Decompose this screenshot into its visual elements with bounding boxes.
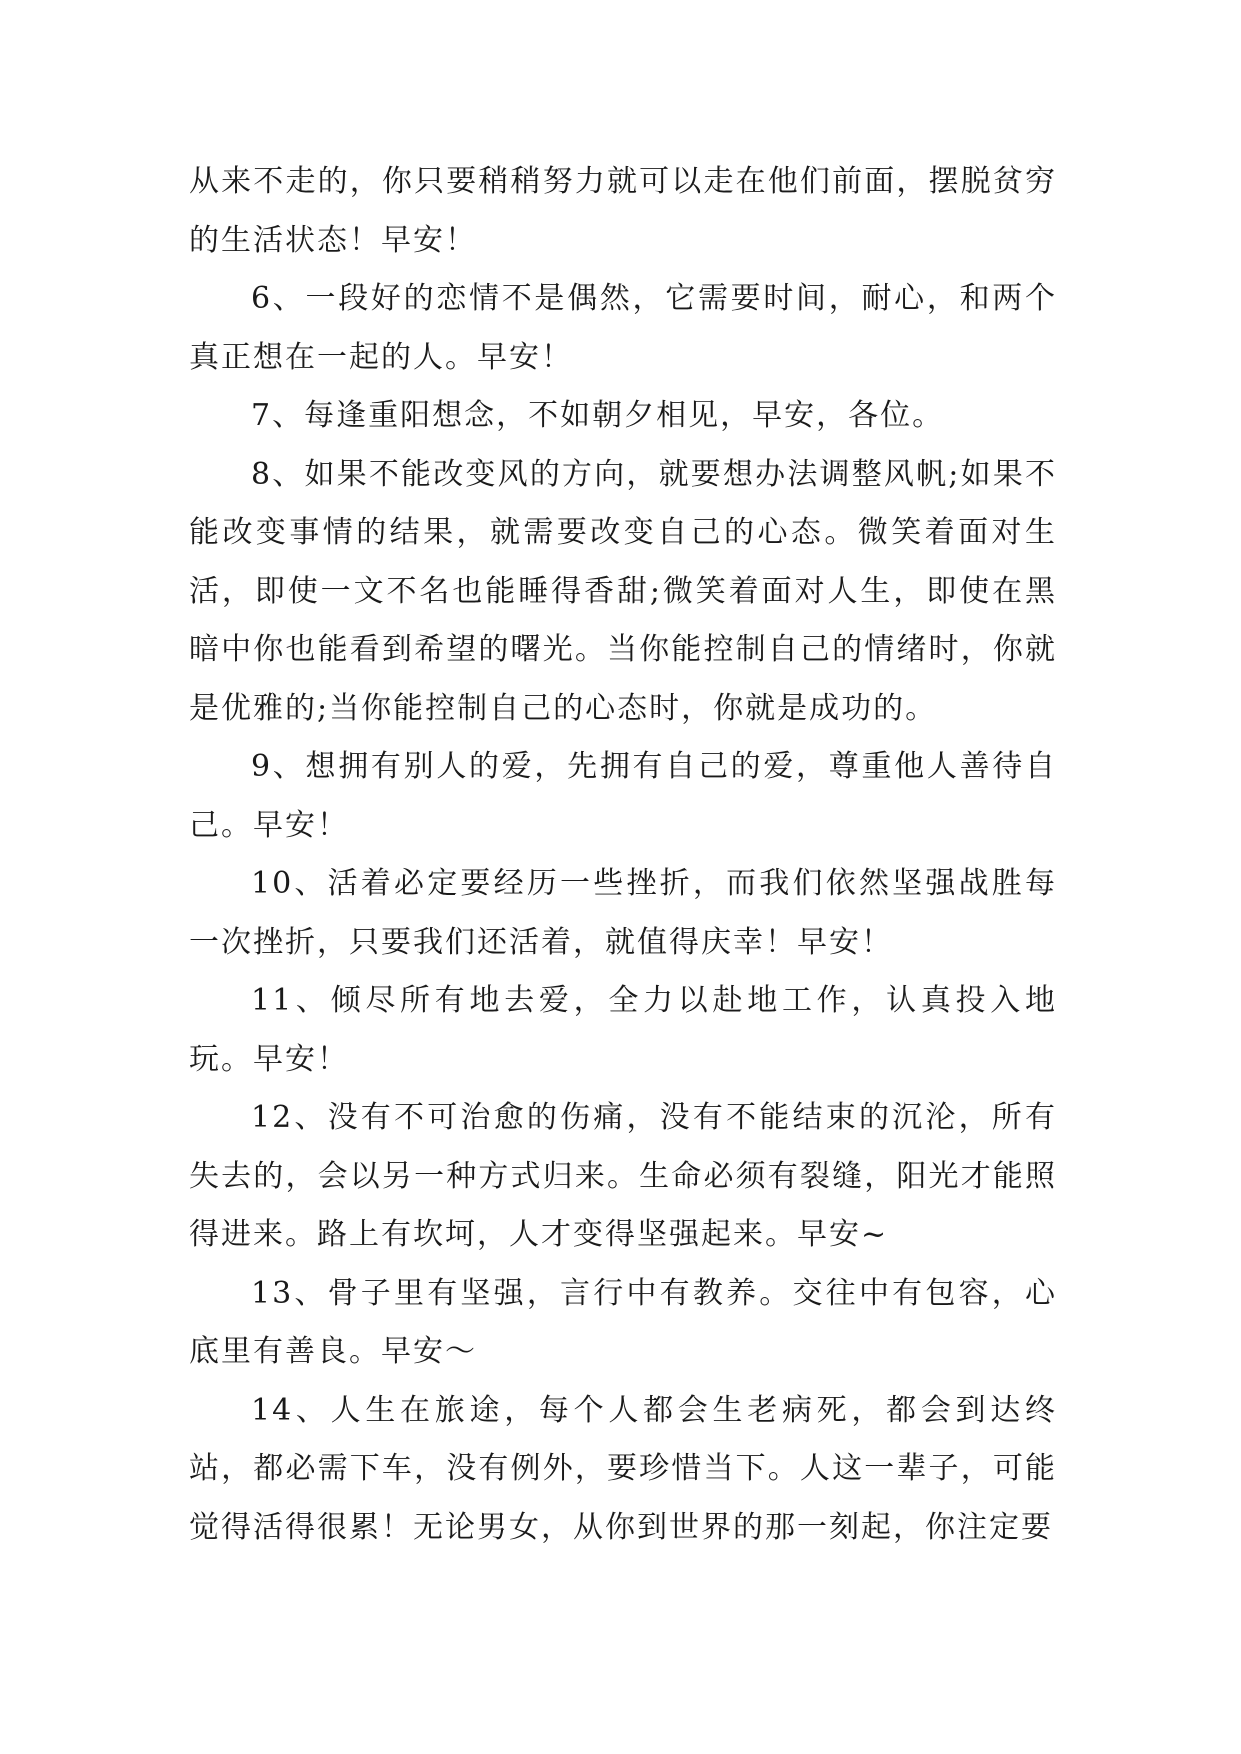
paragraph-item-13: 13、骨子里有坚强，言行中有教养。交往中有包容，心底里有善良。早安～	[189, 1275, 1057, 1369]
paragraph-item-6: 6、一段好的恋情不是偶然，它需要时间，耐心，和两个真正想在一起的人。早安！	[189, 281, 1057, 375]
paragraph-item-8: 8、如果不能改变风的方向，就要想办法调整风帆;如果不能改变事情的结果，就需要改变自己的心态。微笑着面对生活，即使一文不名也能睡得香甜;微笑着面对人生，即使在黑暗中你也能看到希望的曙光。当你能控制自己的情绪时，你就是优雅的;当你能控制自己的心态时，你就是成功的。	[189, 456, 1057, 726]
paragraph-item-7: 7、每逢重阳想念，不如朝夕相见，早安，各位。	[251, 398, 945, 433]
paragraph-item-12: 12、没有不可治愈的伤痛，没有不能结束的沉沦，所有失去的，会以另一种方式归来。生命必须有裂缝，阳光才能照得进来。路上有坎坷，人才变得坚强起来。早安~	[189, 1100, 1057, 1252]
paragraph-item-9: 9、想拥有别人的爱，先拥有自己的爱，尊重他人善待自己。早安！	[189, 749, 1057, 843]
paragraph-item-14: 14、人生在旅途，每个人都会生老病死，都会到达终站，都必需下车，没有例外，要珍惜当下。人这一辈子，可能觉得活得很累！无论男女，从你到世界的那一刻起，你注定要	[189, 1392, 1057, 1545]
document-body	[189, 153, 1057, 1557]
paragraph-continuation: 从来不走的，你只要稍稍努力就可以走在他们前面，摆脱贫穷的生活状态！早安！	[189, 164, 1057, 258]
paragraph-item-10: 10、活着必定要经历一些挫折，而我们依然坚强战胜每一次挫折，只要我们还活着，就值得庆幸！早安！	[189, 866, 1057, 960]
paragraph-item-11: 11、倾尽所有地去爱，全力以赴地工作，认真投入地玩。早安！	[189, 983, 1057, 1077]
